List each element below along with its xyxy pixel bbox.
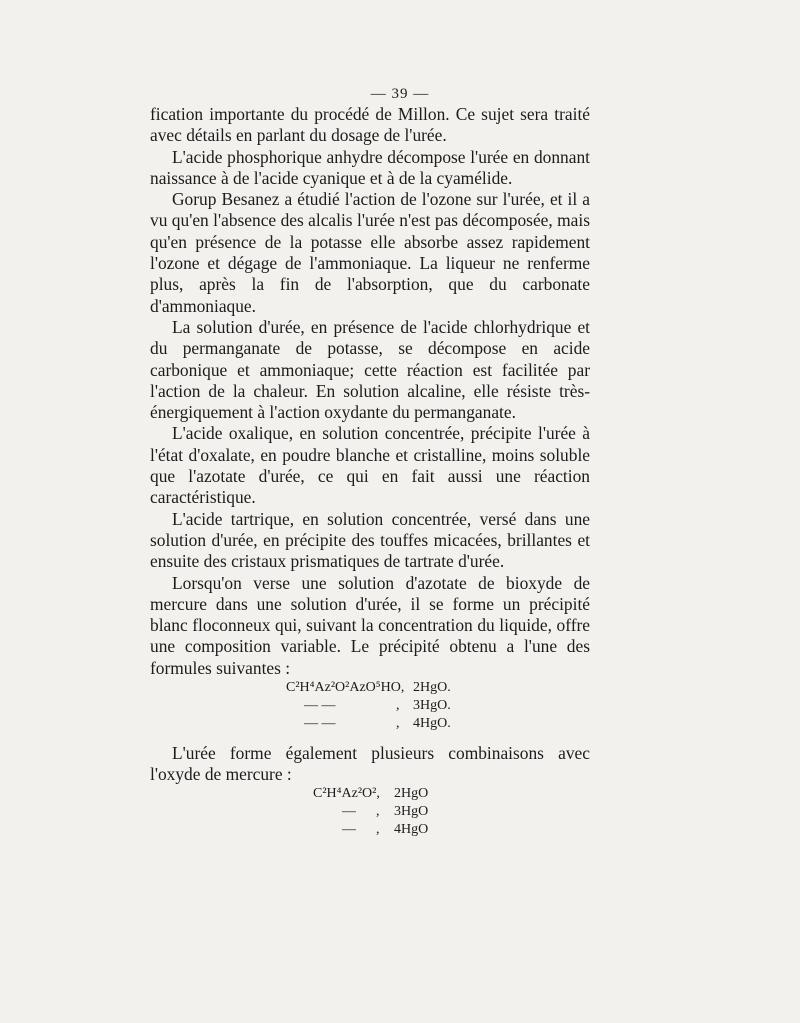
formula-comma: ,	[376, 822, 380, 837]
formula-coefficient: 3HgO	[394, 804, 429, 819]
paragraph: Lorsqu'on verse une solution d'azotate de bioxyde de mercure dans une solution d'urée, il se forme un précipité blanc floconneux qui, suivant la concentration du liquide, offre une composition variable. Le précipité obtenu a l'une des formules suivantes :	[150, 572, 590, 678]
page-number: — 39 —	[370, 86, 430, 102]
paragraph: L'acide phosphorique anhydre décompose l'urée en donnant naissance à de l'acide cyanique et à de la cyamélide.	[150, 146, 590, 188]
formula-ditto: —	[342, 804, 356, 819]
formula-ditto: — —	[304, 716, 336, 731]
formula-comma: ,	[376, 804, 380, 819]
formula-coefficient: 3HgO.	[413, 698, 451, 713]
formula-main: C²H⁴Az²O²AzO⁵HO,	[286, 680, 405, 695]
paragraph: L'acide tartrique, en solution concentrée, versé dans une solution d'urée, en précipite des touffes micacées, brillantes et ensuite des cristaux prismatiques de tartrate d'urée.	[150, 508, 590, 572]
formula-comma: ,	[396, 716, 400, 731]
formula-block-2	[0, 786, 800, 838]
formula-block-1	[0, 680, 800, 732]
formula-coefficient: 4HgO.	[413, 716, 451, 731]
formula-ditto: — —	[304, 698, 336, 713]
body-text-mercure	[150, 743, 590, 786]
paragraph: fication importante du procédé de Millon. Ce sujet sera traité avec détails en parlant du dosage de l'urée.	[150, 104, 590, 146]
formula-coefficient: 2HgO.	[413, 680, 451, 695]
formula-ditto: —	[342, 822, 356, 837]
body-text	[150, 104, 590, 679]
formula-coefficient: 4HgO	[394, 822, 429, 837]
formula-comma: ,	[396, 698, 400, 713]
formula-coefficient: 2HgO	[394, 786, 429, 801]
paragraph: L'acide oxalique, en solution concentrée, précipite l'urée à l'état d'oxalate, en poudre blanche et cristalline, moins soluble que l'azotate d'urée, ce qui en fait aussi une réaction caractéristique.	[150, 423, 590, 508]
formula-main: C²H⁴Az²O²,	[313, 786, 380, 801]
paragraph: L'urée forme également plusieurs combinaisons avec l'oxyde de mercure :	[150, 743, 590, 785]
paragraph: La solution d'urée, en présence de l'acide chlorhydrique et du permanganate de potasse, se décompose en acide carbonique et ammoniaque; cette réaction est facilitée par l'action de la chaleur. En solution alcaline, elle résiste très-énergiquement à l'action oxydante du permanganate.	[150, 316, 590, 423]
paragraph: Gorup Besanez a étudié l'action de l'ozone sur l'urée, et il a vu qu'en l'absence des alcalis l'urée n'est pas décomposée, mais qu'en présence de la potasse elle absorbe assez rapidement l'ozone et dégage de l'ammoniaque. La liqueur ne renferme plus, après la fin de l'absorption, que du carbonate d'ammoniaque.	[150, 189, 590, 316]
